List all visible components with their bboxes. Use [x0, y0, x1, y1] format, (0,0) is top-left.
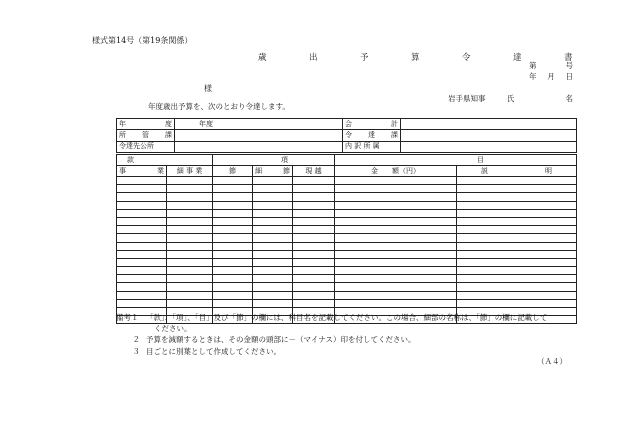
table-cell[interactable] — [293, 209, 335, 217]
number-suffix: 号 — [565, 61, 573, 70]
table-cell[interactable] — [117, 275, 167, 283]
table-row — [117, 201, 577, 209]
table-cell[interactable] — [457, 193, 577, 201]
remark-3-text: 目ごとに別葉として作成してください。 — [146, 346, 281, 356]
remark-2 — [116, 334, 547, 345]
table-cell[interactable] — [335, 258, 457, 266]
table-cell[interactable] — [117, 193, 167, 201]
table-cell[interactable] — [253, 258, 293, 266]
table-cell[interactable] — [117, 242, 167, 250]
table-row — [117, 250, 577, 258]
col-setsu: 節 — [213, 166, 253, 177]
table-cell[interactable] — [167, 250, 213, 258]
table-cell[interactable] — [117, 185, 167, 193]
table-cell[interactable] — [253, 185, 293, 193]
table-cell[interactable] — [117, 177, 167, 185]
table-cell[interactable] — [457, 299, 577, 307]
issuer-governor — [448, 95, 573, 103]
table-cell[interactable] — [335, 226, 457, 234]
table-cell[interactable] — [293, 242, 335, 250]
addressee-honorific: 様 — [204, 84, 212, 93]
table-cell[interactable] — [253, 242, 293, 250]
table-cell[interactable] — [293, 193, 335, 201]
table-cell[interactable] — [293, 217, 335, 225]
table-cell[interactable] — [457, 177, 577, 185]
document-title: 歳 出 予 算 令 達 書 — [258, 53, 590, 63]
table-cell[interactable] — [117, 299, 167, 307]
table-cell[interactable] — [213, 250, 253, 258]
table-cell[interactable] — [253, 234, 293, 242]
table-cell[interactable] — [213, 283, 253, 291]
table-cell[interactable] — [117, 258, 167, 266]
table-row — [117, 291, 577, 299]
issue-date — [529, 73, 573, 81]
table-cell[interactable] — [213, 242, 253, 250]
table-cell[interactable] — [335, 299, 457, 307]
col-jigyou: 事 業 — [117, 166, 167, 177]
date-month: 月 — [547, 72, 555, 81]
form-number: 様式第14号（第19条関係） — [92, 36, 193, 45]
table-cell[interactable] — [117, 201, 167, 209]
table-cell[interactable] — [335, 177, 457, 185]
col-saisetsu: 細 節 — [253, 166, 293, 177]
table-cell[interactable] — [293, 258, 335, 266]
table-cell[interactable] — [117, 283, 167, 291]
table-cell[interactable] — [293, 234, 335, 242]
col-genkoshi: 現 越 — [293, 166, 335, 177]
table-cell[interactable] — [253, 250, 293, 258]
table-cell[interactable] — [457, 217, 577, 225]
table-cell[interactable] — [117, 267, 167, 275]
table-cell[interactable] — [293, 226, 335, 234]
table-cell[interactable] — [167, 177, 213, 185]
table-cell[interactable] — [335, 283, 457, 291]
table-row — [117, 267, 577, 275]
date-year: 年 — [529, 72, 537, 81]
budget-table — [116, 154, 577, 324]
remark-2-number: ２ — [132, 335, 140, 345]
table-cell[interactable] — [167, 291, 213, 299]
table-cell[interactable] — [335, 217, 457, 225]
table-cell[interactable] — [335, 250, 457, 258]
table-cell[interactable] — [167, 267, 213, 275]
table-cell[interactable] — [457, 250, 577, 258]
remark-1 — [116, 312, 547, 323]
remark-2-text: 予算を減額するときは、その金額の頭部に－（マイナス）印を付してください。 — [146, 335, 416, 345]
table-cell[interactable] — [335, 275, 457, 283]
table-cell[interactable] — [167, 226, 213, 234]
table-cell[interactable] — [253, 217, 293, 225]
table-cell[interactable] — [335, 267, 457, 275]
table-cell[interactable] — [293, 250, 335, 258]
classification-row — [117, 155, 577, 166]
table-cell[interactable] — [457, 283, 577, 291]
info-table — [116, 118, 577, 153]
department-field[interactable] — [175, 130, 343, 141]
table-cell[interactable] — [117, 209, 167, 217]
table-row — [117, 226, 577, 234]
table-cell[interactable] — [213, 201, 253, 209]
date-day: 日 — [565, 72, 573, 81]
table-cell[interactable] — [253, 299, 293, 307]
column-header-row — [117, 166, 577, 177]
issuing-section-label: 令 達 課 — [343, 130, 401, 141]
fiscal-year-label: 年 度 — [117, 119, 175, 130]
remarks — [116, 312, 547, 357]
remark-3 — [116, 346, 547, 357]
table-cell[interactable] — [293, 177, 335, 185]
table-cell[interactable] — [213, 177, 253, 185]
issuer-title: 岩手県知事 — [448, 94, 486, 103]
table-cell[interactable] — [293, 283, 335, 291]
remark-heading: 備考１ — [116, 313, 139, 322]
breakdown-unit-label: 内 訳 所 属 — [343, 141, 401, 152]
info-row-recipient — [117, 141, 577, 152]
table-cell[interactable] — [117, 250, 167, 258]
issuer-name-label: 氏 — [506, 94, 515, 103]
table-cell[interactable] — [167, 283, 213, 291]
recipient-office-label: 令達先公所 — [117, 141, 175, 152]
table-cell[interactable] — [293, 267, 335, 275]
remark-1-text-cont: ください。 — [154, 324, 192, 334]
table-cell[interactable] — [457, 201, 577, 209]
recipient-office-field[interactable] — [175, 141, 343, 152]
table-cell[interactable] — [213, 291, 253, 299]
remark-1-text: 「款」、「項」、「目」及び「節」の欄には、科目名を記載してください。この場合、細部の名称は、「節」の欄に記載して — [146, 313, 548, 322]
info-row-fiscal-year — [117, 119, 577, 130]
table-row — [117, 185, 577, 193]
table-cell[interactable] — [167, 193, 213, 201]
table-row — [117, 234, 577, 242]
info-row-department — [117, 130, 577, 141]
table-cell[interactable] — [167, 185, 213, 193]
col-saimoku: 細 事 業 — [167, 166, 213, 177]
account-field[interactable] — [401, 119, 577, 130]
table-cell[interactable] — [213, 209, 253, 217]
table-cell[interactable] — [117, 226, 167, 234]
table-cell[interactable] — [293, 201, 335, 209]
table-cell[interactable] — [253, 283, 293, 291]
kan-label: 款 — [117, 155, 213, 166]
table-row — [117, 299, 577, 307]
table-cell[interactable] — [167, 234, 213, 242]
table-cell[interactable] — [335, 209, 457, 217]
table-cell[interactable] — [167, 242, 213, 250]
remark-3-number: ３ — [132, 346, 140, 356]
fiscal-year-field[interactable]: 年度 — [175, 119, 343, 130]
table-cell[interactable] — [167, 275, 213, 283]
table-cell[interactable] — [293, 275, 335, 283]
table-cell[interactable] — [293, 291, 335, 299]
table-cell[interactable] — [213, 193, 253, 201]
table-cell[interactable] — [335, 185, 457, 193]
col-kingaku: 金 額（円） — [335, 166, 457, 177]
budget-rows — [117, 177, 577, 324]
table-cell[interactable] — [213, 217, 253, 225]
table-cell[interactable] — [335, 201, 457, 209]
table-row — [117, 193, 577, 201]
document-number — [529, 62, 573, 70]
table-cell[interactable] — [117, 217, 167, 225]
table-cell[interactable] — [213, 267, 253, 275]
table-cell[interactable] — [457, 258, 577, 266]
issuing-section-field[interactable] — [401, 130, 577, 141]
col-setsumei: 説 明 — [457, 166, 577, 177]
table-cell[interactable] — [213, 299, 253, 307]
table-cell[interactable] — [167, 209, 213, 217]
number-prefix: 第 — [529, 61, 537, 70]
table-cell[interactable] — [213, 185, 253, 193]
table-cell[interactable] — [253, 226, 293, 234]
table-cell[interactable] — [167, 217, 213, 225]
table-cell[interactable] — [457, 209, 577, 217]
table-cell[interactable] — [293, 299, 335, 307]
table-cell[interactable] — [335, 291, 457, 299]
table-cell[interactable] — [253, 275, 293, 283]
table-cell[interactable] — [335, 234, 457, 242]
intro-sentence: 年度歳出予算を、次のとおり令達します。 — [148, 102, 290, 111]
table-cell[interactable] — [335, 193, 457, 201]
table-row — [117, 258, 577, 266]
department-label: 所 管 課 — [117, 130, 175, 141]
table-cell[interactable] — [167, 299, 213, 307]
table-cell[interactable] — [457, 267, 577, 275]
table-cell[interactable] — [253, 177, 293, 185]
table-row — [117, 217, 577, 225]
table-cell[interactable] — [213, 258, 253, 266]
table-cell[interactable] — [335, 242, 457, 250]
table-cell[interactable] — [117, 234, 167, 242]
table-row — [117, 177, 577, 185]
table-cell[interactable] — [117, 291, 167, 299]
table-cell[interactable] — [293, 185, 335, 193]
issuer-name-suffix: 名 — [565, 94, 573, 103]
table-row — [117, 209, 577, 217]
remark-1-cont — [116, 323, 547, 334]
table-cell[interactable] — [253, 267, 293, 275]
table-cell[interactable] — [253, 201, 293, 209]
table-cell[interactable] — [253, 209, 293, 217]
paper-size: （Ａ４） — [537, 357, 567, 366]
table-row — [117, 242, 577, 250]
table-cell[interactable] — [167, 201, 213, 209]
table-cell[interactable] — [167, 258, 213, 266]
table-cell[interactable] — [253, 193, 293, 201]
table-cell[interactable] — [213, 234, 253, 242]
kou-label: 項 — [213, 155, 335, 166]
table-row — [117, 283, 577, 291]
table-cell[interactable] — [457, 234, 577, 242]
table-cell[interactable] — [457, 242, 577, 250]
table-cell[interactable] — [457, 291, 577, 299]
table-row — [117, 275, 577, 283]
table-cell[interactable] — [457, 275, 577, 283]
moku-label: 目 — [335, 155, 577, 166]
breakdown-unit-field[interactable] — [401, 141, 577, 152]
table-cell[interactable] — [253, 291, 293, 299]
table-cell[interactable] — [213, 226, 253, 234]
table-cell[interactable] — [457, 185, 577, 193]
account-label: 会 計 — [343, 119, 401, 130]
table-cell[interactable] — [213, 275, 253, 283]
table-cell[interactable] — [457, 226, 577, 234]
